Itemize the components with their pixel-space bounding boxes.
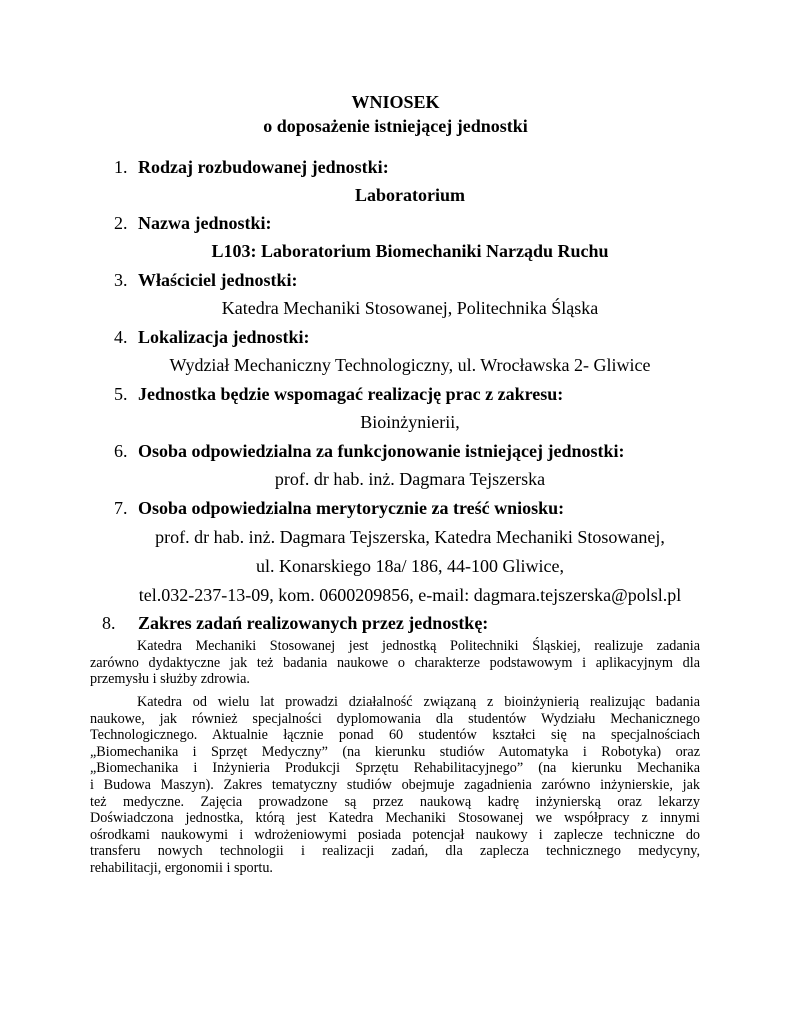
item-number: 2.: [114, 213, 128, 233]
document-title: WNIOSEK: [351, 92, 440, 112]
item-number: 3.: [114, 270, 128, 290]
item-value: Bioinżynierii,: [360, 412, 460, 432]
item-heading: Jednostka będzie wspomagać realizację prac z zakresu:: [138, 384, 564, 404]
paragraph-line: naukowe, jak również specjalności dyplomowania dla studentów Wydziału Mechanicznego: [90, 710, 700, 727]
item-value: Laboratorium: [355, 185, 465, 205]
paragraph-line: transferu nowych technologii i realizacji zadań, dla zaplecza technicznego medycyny,: [90, 843, 700, 860]
paragraph-line: Technologicznego. Aktualnie łącznie ponad 60 studentów kształci się na specjalnościach: [90, 727, 700, 744]
item-heading: Osoba odpowiedzialna za funkcjonowanie istniejącej jednostki:: [138, 441, 625, 461]
paragraph-line: Doświadczona jednostka, którą jest Katedra Mechaniki Stosowanej we współpracy z innymi: [90, 810, 700, 827]
paragraph-line: rehabilitacji, ergonomii i sportu.: [90, 859, 273, 876]
body-paragraph: [90, 694, 700, 877]
item-number: 7.: [114, 498, 128, 518]
item-value: ul. Konarskiego 18a/ 186, 44-100 Gliwice,: [256, 556, 564, 576]
body-paragraph: [90, 638, 700, 688]
item-value: prof. dr hab. inż. Dagmara Tejszerska, Katedra Mechaniki Stosowanej,: [155, 527, 665, 547]
paragraph-line: ośrodkami naukowymi i wdrożeniowymi posiada potencjał naukowy i zaplecze techniczne do: [90, 826, 700, 843]
paragraph-line: też medyczne. Zajęcia prowadzone są przez naukową kadrę inżynierską oraz lekarzy: [90, 793, 700, 810]
item-heading: Rodzaj rozbudowanej jednostki:: [138, 157, 389, 177]
item-number: 8.: [102, 613, 116, 633]
document-subtitle: o doposażenie istniejącej jednostki: [263, 116, 528, 136]
paragraph-line: „Biomechanika i Sprzęt Medyczny” (na kierunku studiów Automatyka i Robotyka) oraz: [90, 743, 700, 760]
paragraph-line: „Biomechanika i Inżynieria Produkcji Sprzętu Rehabilitacyjnego” (na kierunku Mechanika: [90, 760, 700, 777]
item-heading: Nazwa jednostki:: [138, 213, 272, 233]
item-value: Wydział Mechaniczny Technologiczny, ul. Wrocławska 2- Gliwice: [169, 355, 651, 375]
item-value: prof. dr hab. inż. Dagmara Tejszerska: [274, 469, 546, 489]
item-heading: Właściciel jednostki:: [138, 270, 298, 290]
item-number: 4.: [114, 327, 128, 347]
item-value: L103: Laboratorium Biomechaniki Narządu Ruchu: [211, 241, 609, 261]
item-heading: Osoba odpowiedzialna merytorycznie za treść wniosku:: [138, 498, 565, 518]
item-number: 1.: [114, 157, 128, 177]
paragraph-line: Katedra Mechaniki Stosowanej jest jednostką Politechniki Śląskiej, realizuje zadania: [137, 638, 700, 654]
item-number: 5.: [114, 384, 128, 404]
item-value: tel.032-237-13-09, kom. 0600209856, e-mail: dagmara.tejszerska@polsl.pl: [138, 585, 682, 605]
item-number: 6.: [114, 441, 128, 461]
paragraph-line: Katedra od wielu lat prowadzi działalność związaną z bioinżynierią realizując badania: [137, 694, 700, 710]
paragraph-line: i Budowa Maszyn). Zakres tematyczny studiów obejmuje zagadnienia zarówno inżynierskie, jak: [90, 776, 700, 793]
paragraph-line: zarówno dydaktyczne jak też badania naukowe o charakterze podstawowym i aplikacyjnym dla: [90, 654, 700, 671]
item-value: Katedra Mechaniki Stosowanej, Politechnika Śląska: [221, 298, 599, 318]
item-heading: Zakres zadań realizowanych przez jednostkę:: [138, 613, 489, 633]
item-heading: Lokalizacja jednostki:: [138, 327, 310, 347]
paragraph-line: przemysłu i służby zdrowia.: [90, 671, 250, 688]
